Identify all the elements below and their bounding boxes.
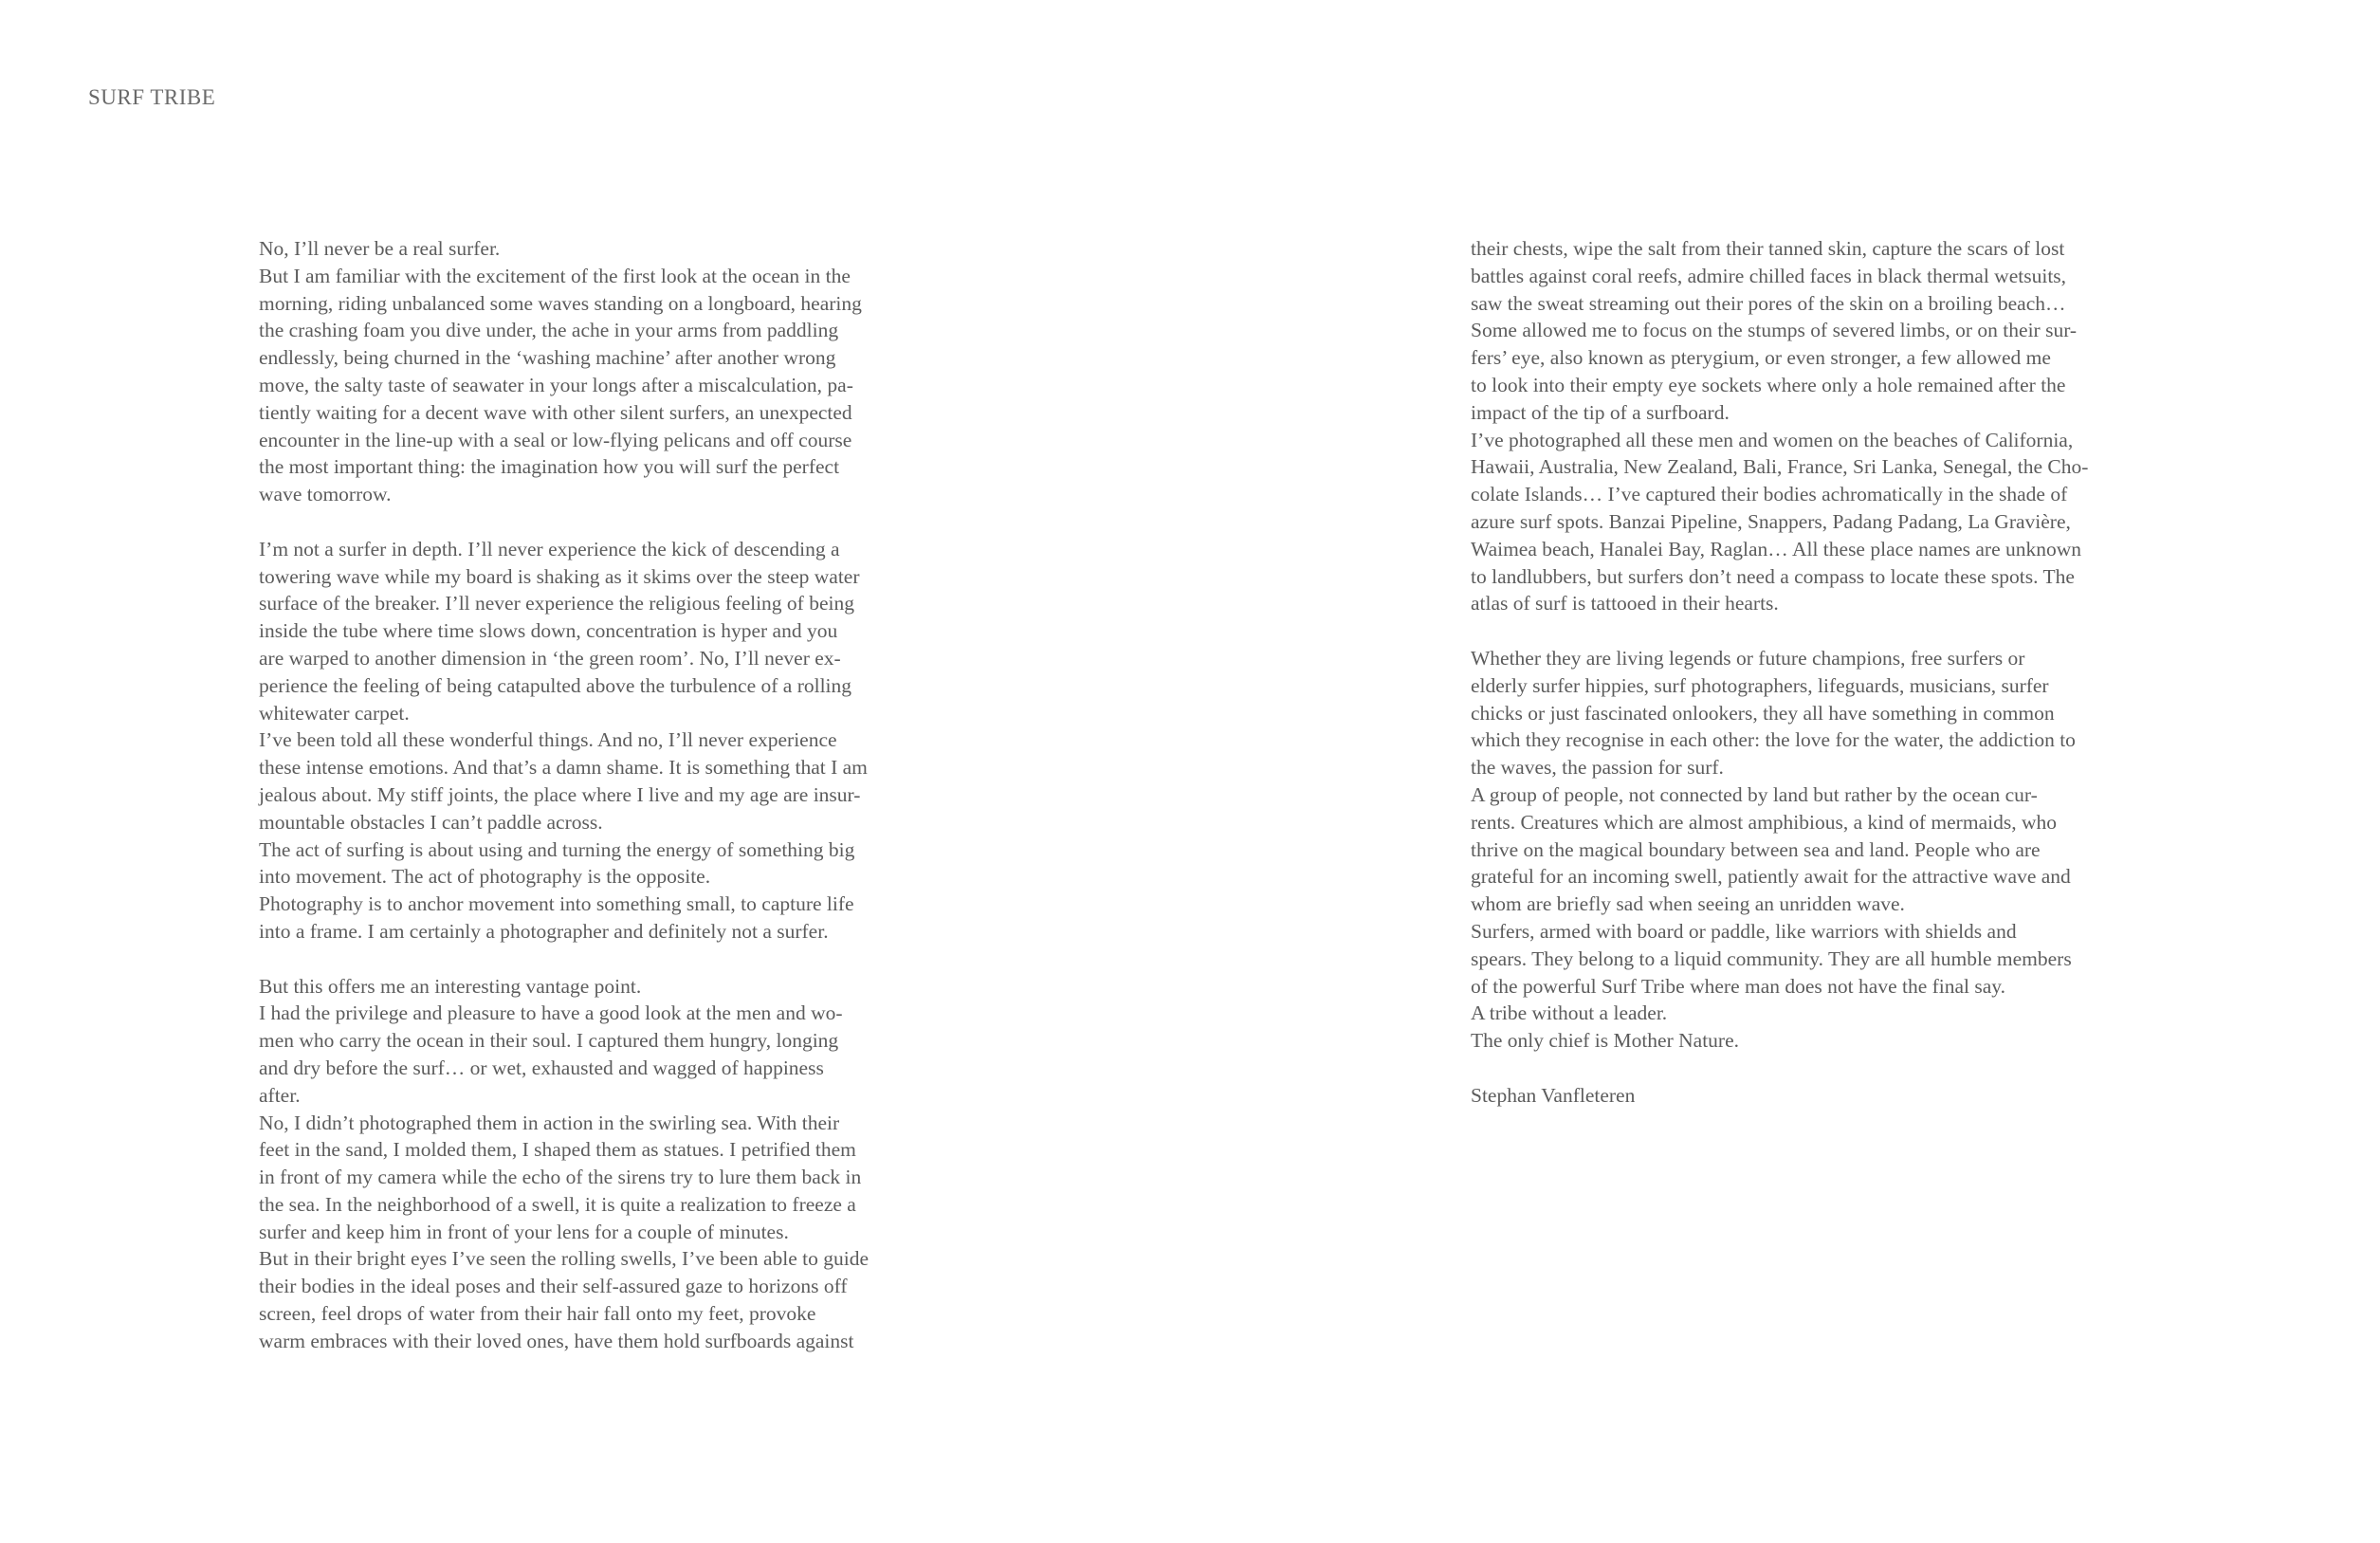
running-header: SURF TRIBE <box>88 85 216 109</box>
text-line: Whether they are living legends or future champions, free surfers or <box>1471 646 2025 670</box>
text-line: to look into their empty eye sockets where only a hole remained after the <box>1471 373 2066 396</box>
text-line: jealous about. My stiff joints, the place where I live and my age are insur- <box>259 782 861 806</box>
text-line: whitewater carpet. <box>259 701 410 725</box>
text-line: perience the feeling of being catapulted above the turbulence of a rolling <box>259 673 852 697</box>
text-line: I’m not a surfer in depth. I’ll never experience the kick of descending a <box>259 537 840 560</box>
text-line: the most important thing: the imagination how you will surf the perfect <box>259 455 840 479</box>
text-line: warm embraces with their loved ones, have them hold surfboards against <box>259 1329 854 1352</box>
text-line: these intense emotions. And that’s a damn shame. It is something that I am <box>259 756 868 780</box>
text-line: No, I didn’t photographed them in action in the swirling sea. With their <box>259 1111 840 1134</box>
text-line: surface of the breaker. I’ll never experience the religious feeling of being <box>259 592 854 615</box>
text-line: move, the salty taste of seawater in your longs after a miscalculation, pa- <box>259 373 853 396</box>
text-line: tiently waiting for a decent wave with other silent surfers, an unexpected <box>259 400 852 424</box>
text-line: spears. They belong to a liquid community. They are all humble members <box>1471 946 2072 970</box>
text-line: colate Islands… I’ve captured their bodies achromatically in the shade of <box>1471 483 2068 506</box>
text-line: A tribe without a leader. <box>1471 1001 1668 1025</box>
text-line: grateful for an incoming swell, patiently await for the attractive wave and <box>1471 865 2071 889</box>
paragraph-gap <box>259 508 942 536</box>
text-line: saw the sweat streaming out their pores of the skin on a broiling beach… <box>1471 291 2066 315</box>
text-line: their bodies in the ideal poses and their self-assured gaze to horizons off <box>259 1275 848 1298</box>
text-line: feet in the sand, I molded them, I shaped them as statues. I petrified them <box>259 1138 856 1162</box>
text-line: are warped to another dimension in ‘the green room’. No, I’ll never ex- <box>259 646 841 670</box>
text-line: mountable obstacles I can’t paddle across. <box>259 810 603 834</box>
text-line: whom are briefly sad when seeing an unridden wave. <box>1471 892 1905 916</box>
text-line: men who carry the ocean in their soul. I captured them hungry, longing <box>259 1029 839 1053</box>
text-line: fers’ eye, also known as pterygium, or even stronger, a few allowed me <box>1471 346 2051 370</box>
text-line: the crashing foam you dive under, the ache in your arms from paddling <box>259 319 839 342</box>
text-line: to landlubbers, but surfers don’t need a compass to locate these spots. The <box>1471 564 2075 588</box>
text-line: impact of the tip of a surfboard. <box>1471 400 1730 424</box>
right-text-column <box>1471 235 2153 1110</box>
text-line: wave tomorrow. <box>259 483 392 506</box>
text-line: Waimea beach, Hanalei Bay, Raglan… All these place names are unknown <box>1471 537 2082 560</box>
left-text-column <box>259 235 942 1355</box>
text-line: battles against coral reefs, admire chilled faces in black thermal wetsuits, <box>1471 264 2067 287</box>
text-line: of the powerful Surf Tribe where man does not have the final say. <box>1471 974 2006 998</box>
text-line: elderly surfer hippies, surf photographers, lifeguards, musicians, surfer <box>1471 673 2049 697</box>
text-line: and dry before the surf… or wet, exhausted and wagged of happiness <box>259 1056 824 1079</box>
paragraph-gap <box>259 946 942 973</box>
text-line: The act of surfing is about using and turning the energy of something big <box>259 837 855 861</box>
text-line: which they recognise in each other: the love for the water, the addiction to <box>1471 728 2076 752</box>
text-line: Photography is to anchor movement into something small, to capture life <box>259 892 854 916</box>
text-line: their chests, wipe the salt from their tanned skin, capture the scars of lost <box>1471 237 2065 260</box>
text-line: Surfers, armed with board or paddle, like warriors with shields and <box>1471 919 2017 943</box>
text-line: towering wave while my board is shaking as it skims over the steep water <box>259 564 860 588</box>
text-line: inside the tube where time slows down, concentration is hyper and you <box>259 619 838 643</box>
text-line: chicks or just fascinated onlookers, they all have something in common <box>1471 701 2055 725</box>
paragraph-gap <box>1471 617 2153 645</box>
text-line: A group of people, not connected by land but rather by the ocean cur- <box>1471 782 2038 806</box>
text-line: screen, feel drops of water from their hair fall onto my feet, provoke <box>259 1302 816 1326</box>
paragraph-gap <box>1471 1055 2153 1082</box>
text-line: But this offers me an interesting vantage point. <box>259 974 642 998</box>
text-line: after. <box>259 1083 301 1107</box>
text-line: I’ve photographed all these men and women on the beaches of California, <box>1471 428 2074 451</box>
text-line: in front of my camera while the echo of the sirens try to lure them back in <box>259 1166 862 1189</box>
text-line: into a frame. I am certainly a photographer and definitely not a surfer. <box>259 919 829 943</box>
text-line: rents. Creatures which are almost amphibious, a kind of mermaids, who <box>1471 810 2057 834</box>
text-line: endlessly, being churned in the ‘washing machine’ after another wrong <box>259 346 836 370</box>
text-line: the sea. In the neighborhood of a swell, it is quite a realization to freeze a <box>259 1192 856 1216</box>
text-line: I’ve been told all these wonderful things. And no, I’ll never experience <box>259 728 837 752</box>
text-line: the waves, the passion for surf. <box>1471 756 1724 780</box>
text-line: No, I’ll never be a real surfer. <box>259 237 501 260</box>
text-line: Stephan Vanfleteren <box>1471 1083 1636 1107</box>
text-line: atlas of surf is tattooed in their hearts. <box>1471 592 1779 615</box>
text-line: But in their bright eyes I’ve seen the rolling swells, I’ve been able to guide <box>259 1247 870 1271</box>
text-line: The only chief is Mother Nature. <box>1471 1029 1739 1053</box>
text-line: Some allowed me to focus on the stumps of severed limbs, or on their sur- <box>1471 319 2078 342</box>
text-line: into movement. The act of photography is the opposite. <box>259 865 711 889</box>
text-line: But I am familiar with the excitement of the first look at the ocean in the <box>259 264 851 287</box>
text-line: surfer and keep him in front of your lens for a couple of minutes. <box>259 1220 789 1243</box>
text-line: Hawaii, Australia, New Zealand, Bali, France, Sri Lanka, Senegal, the Cho- <box>1471 455 2089 479</box>
text-line: thrive on the magical boundary between sea and land. People who are <box>1471 837 2041 861</box>
text-line: I had the privilege and pleasure to have a good look at the men and wo- <box>259 1001 843 1025</box>
text-line: azure surf spots. Banzai Pipeline, Snappers, Padang Padang, La Gravière, <box>1471 509 2071 533</box>
text-line: encounter in the line-up with a seal or low-flying pelicans and off course <box>259 428 852 451</box>
text-line: morning, riding unbalanced some waves standing on a longboard, hearing <box>259 291 862 315</box>
